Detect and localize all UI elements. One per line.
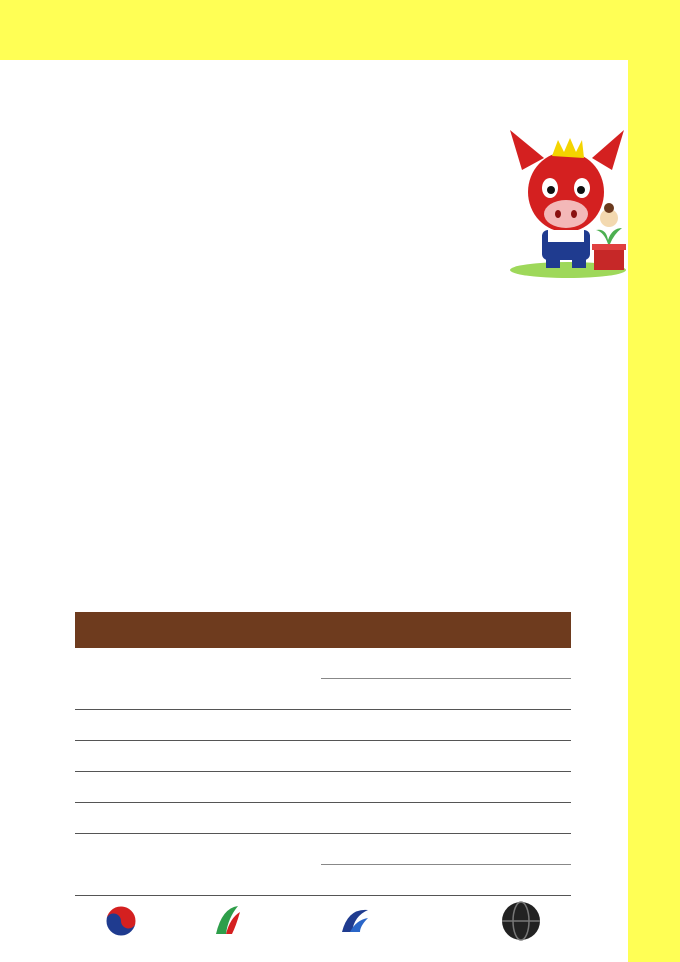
session-topic — [321, 834, 571, 865]
session-no — [75, 803, 127, 834]
session-topic — [321, 865, 571, 896]
session-no — [75, 834, 127, 896]
newspim-watermark — [500, 896, 670, 946]
header-topic — [321, 612, 571, 648]
jeonbuk-emblem-icon — [212, 904, 242, 938]
session-time — [209, 741, 321, 772]
session-topic — [321, 803, 571, 834]
session-topic — [321, 679, 571, 710]
session-time — [209, 834, 321, 896]
taegeuk-icon — [104, 904, 138, 938]
table-row — [75, 834, 571, 865]
table-row — [75, 710, 571, 741]
session-topic — [321, 710, 571, 741]
header-session — [75, 612, 127, 648]
session-no — [75, 710, 127, 741]
session-topic — [321, 741, 571, 772]
session-topic — [321, 648, 571, 679]
session-no — [75, 648, 127, 710]
header-date — [127, 612, 209, 648]
table-row — [75, 648, 571, 679]
session-no — [75, 741, 127, 772]
jinan-emblem-icon — [340, 904, 370, 938]
table-row — [75, 741, 571, 772]
session-date — [127, 834, 209, 896]
session-no — [75, 772, 127, 803]
session-date — [127, 803, 209, 834]
table-row — [75, 772, 571, 803]
table-row — [75, 803, 571, 834]
top-pattern-band — [0, 0, 680, 60]
schedule-header-row — [75, 612, 571, 648]
logo-cha — [104, 904, 142, 938]
newspim-globe-icon — [500, 900, 542, 942]
logo-jeonbuk — [212, 904, 262, 938]
session-time — [209, 803, 321, 834]
session-date — [127, 710, 209, 741]
session-date — [127, 741, 209, 772]
header-time — [209, 612, 321, 648]
session-date — [127, 648, 209, 710]
session-time — [209, 772, 321, 803]
session-time — [209, 710, 321, 741]
right-pattern-band — [628, 60, 680, 962]
footer-logos — [0, 896, 680, 956]
schedule-table — [75, 612, 571, 896]
session-time — [209, 648, 321, 710]
session-date — [127, 772, 209, 803]
session-topic — [321, 772, 571, 803]
logo-jinan — [340, 904, 372, 938]
horse-mascot-illustration — [508, 122, 628, 282]
